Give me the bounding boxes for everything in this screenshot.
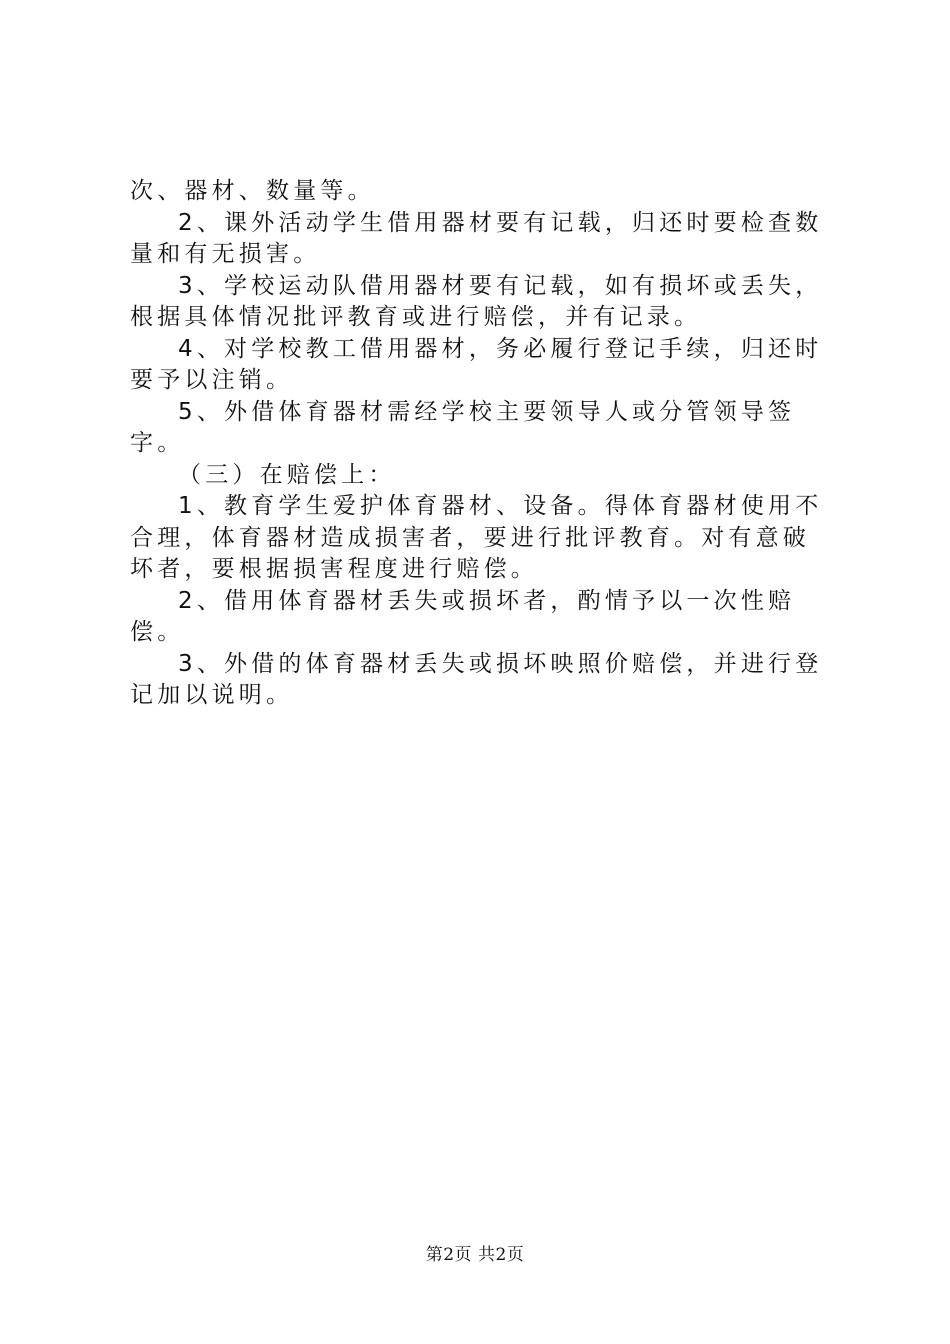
section-heading-compensation: （三）在赔偿上： [178, 461, 396, 488]
paragraph-continuation: 次、器材、数量等。 [130, 178, 375, 204]
paragraph-item-5: 5、外借体育器材需经学校主要领导人或分管领导签字。 [130, 398, 796, 456]
paragraph-compensation-2: 2、借用体育器材丢失或损坏者，酌情予以一次性赔偿。 [130, 587, 796, 645]
paragraph-item-4: 4、对学校教工借用器材，务必履行登记手续，归还时要予以注销。 [130, 335, 823, 393]
paragraph-item-3: 3、学校运动队借用器材要有记载，如有损坏或丢失，根据具体情况批评教育或进行赔偿，并有记录。 [130, 272, 823, 330]
paragraph-item-2: 2、课外活动学生借用器材要有记载，归还时要检查数量和有无损害。 [130, 209, 823, 267]
paragraph-compensation-1: 1、教育学生爱护体育器材、设备。得体育器材使用不合理，体育器材造成损害者，要进行批评教育。对有意破坏者，要根据损害程度进行赔偿。 [130, 493, 823, 582]
page-footer: 第2页 共2页 [425, 1245, 525, 1265]
document-body [130, 176, 830, 712]
paragraph-compensation-3: 3、外借的体育器材丢失或损坏映照价赔偿，并进行登记加以说明。 [130, 650, 823, 708]
